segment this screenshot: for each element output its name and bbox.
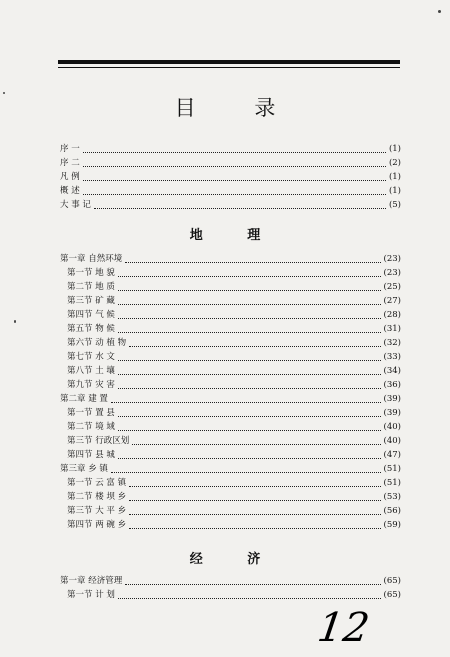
- toc-entry-page: (51): [383, 464, 401, 474]
- leader-dots: [125, 584, 380, 585]
- toc-entry-page: (39): [383, 408, 401, 418]
- toc-entry-label: 概 述: [60, 186, 80, 196]
- toc-entry-label: 序 一: [60, 144, 80, 154]
- toc-entry-label: 第二节 境 域: [67, 422, 115, 432]
- toc-entry-page: (56): [383, 506, 401, 516]
- toc-entry-label: 第六节 动 植 物: [67, 338, 127, 348]
- toc-entry-label: 第二章 建 置: [60, 394, 108, 404]
- handwritten-page-number: 12: [314, 605, 373, 651]
- leader-dots: [94, 208, 386, 209]
- toc-entry-page: (1): [388, 186, 401, 196]
- leader-dots: [118, 304, 381, 305]
- toc-entry-label: 第一节 云 富 镇: [67, 478, 127, 488]
- toc-section[interactable]: [60, 518, 401, 531]
- toc-entry-label: 第一节 地 貌: [67, 268, 115, 278]
- toc-section[interactable]: [60, 336, 401, 349]
- leader-dots: [125, 262, 380, 263]
- toc-entry[interactable]: [60, 184, 401, 197]
- toc-entry-label: 第七节 水 文: [67, 352, 115, 362]
- toc-entry-page: (28): [383, 310, 401, 320]
- toc-entry-page: (23): [383, 254, 401, 264]
- header-rule-thick: [58, 60, 400, 64]
- toc-entry-label: 第二节 地 质: [67, 282, 115, 292]
- toc-section[interactable]: [60, 350, 401, 363]
- toc-entry-page: (1): [388, 144, 401, 154]
- toc-entry-label: 第三节 行政区划: [67, 436, 130, 446]
- toc-section[interactable]: [60, 294, 401, 307]
- toc-entry-page: (33): [383, 352, 401, 362]
- leader-dots: [111, 472, 381, 473]
- toc-entry[interactable]: [60, 142, 401, 155]
- scan-speck: [14, 320, 16, 323]
- toc-entry-label: 第一节 计 划: [67, 590, 115, 600]
- toc-chapter[interactable]: [60, 462, 401, 475]
- toc-section[interactable]: [60, 308, 401, 321]
- leader-dots: [118, 332, 381, 333]
- toc-entry-label: 第三节 矿 藏: [67, 296, 115, 306]
- toc-entry-label: 第九节 灾 害: [67, 380, 115, 390]
- toc-section[interactable]: [60, 364, 401, 377]
- leader-dots: [83, 152, 386, 153]
- toc-chapter[interactable]: [60, 252, 401, 265]
- leader-dots: [118, 360, 381, 361]
- toc-entry-page: (47): [383, 450, 401, 460]
- toc-entry-page: (25): [383, 282, 401, 292]
- toc-entry-page: (51): [383, 478, 401, 488]
- leader-dots: [118, 416, 381, 417]
- toc-entry-page: (34): [383, 366, 401, 376]
- section-heading-geography: 地 理: [189, 228, 281, 243]
- header-rule-thin: [58, 67, 400, 68]
- leader-dots: [118, 374, 381, 375]
- toc-section[interactable]: [60, 588, 401, 601]
- leader-dots: [83, 166, 386, 167]
- section-heading-economy: 经 济: [189, 552, 281, 567]
- toc-entry-label: 第四节 县 城: [67, 450, 115, 460]
- toc-entry[interactable]: [60, 198, 401, 211]
- leader-dots: [118, 430, 381, 431]
- toc-section[interactable]: [60, 378, 401, 391]
- toc-entry-page: (2): [388, 158, 401, 168]
- toc-chapter[interactable]: [60, 574, 401, 587]
- toc-entry[interactable]: [60, 170, 401, 183]
- toc-entry-label: 第一节 置 县: [67, 408, 115, 418]
- toc-chapter[interactable]: [60, 392, 401, 405]
- leader-dots: [132, 444, 380, 445]
- toc-entry-page: (65): [383, 590, 401, 600]
- toc-entry-page: (32): [383, 338, 401, 348]
- leader-dots: [83, 194, 386, 195]
- toc-entry-page: (5): [388, 200, 401, 210]
- toc-entry-page: (53): [383, 492, 401, 502]
- toc-section[interactable]: [60, 420, 401, 433]
- scan-speck: [3, 92, 5, 94]
- toc-section[interactable]: [60, 266, 401, 279]
- toc-entry-label: 大 事 记: [60, 200, 91, 210]
- toc-entry-label: 第二节 楼 坝 乡: [67, 492, 127, 502]
- leader-dots: [129, 514, 380, 515]
- toc-entry-page: (31): [383, 324, 401, 334]
- toc-section[interactable]: [60, 490, 401, 503]
- toc-entry-label: 第三节 大 平 乡: [67, 506, 127, 516]
- toc-entry-page: (27): [383, 296, 401, 306]
- leader-dots: [118, 388, 381, 389]
- toc-entry-label: 序 二: [60, 158, 80, 168]
- leader-dots: [118, 458, 381, 459]
- leader-dots: [129, 486, 380, 487]
- leader-dots: [118, 290, 381, 291]
- toc-section[interactable]: [60, 448, 401, 461]
- toc-entry-label: 第三章 乡 镇: [60, 464, 108, 474]
- toc-entry-page: (36): [383, 380, 401, 390]
- toc-entry-label: 第八节 土 壤: [67, 366, 115, 376]
- toc-section[interactable]: [60, 322, 401, 335]
- toc-entry-label: 第一章 自然环境: [60, 254, 123, 264]
- toc-section[interactable]: [60, 504, 401, 517]
- toc-entry-page: (40): [383, 436, 401, 446]
- toc-section[interactable]: [60, 280, 401, 293]
- toc-entry-page: (59): [383, 520, 401, 530]
- toc-entry-page: (1): [388, 172, 401, 182]
- toc-entry-page: (40): [383, 422, 401, 432]
- leader-dots: [118, 276, 381, 277]
- toc-entry-page: (39): [383, 394, 401, 404]
- leader-dots: [118, 318, 381, 319]
- leader-dots: [129, 528, 380, 529]
- toc-entry-label: 第五节 物 候: [67, 324, 115, 334]
- toc-entry-page: (23): [383, 268, 401, 278]
- scan-speck: [438, 10, 441, 13]
- leader-dots: [129, 500, 380, 501]
- leader-dots: [129, 346, 380, 347]
- leader-dots: [118, 598, 381, 599]
- toc-entry-label: 凡 例: [60, 172, 80, 182]
- toc-entry-label: 第一章 经济管理: [60, 576, 123, 586]
- leader-dots: [111, 402, 381, 403]
- page-title: 目 录: [174, 96, 302, 120]
- toc-section[interactable]: [60, 476, 401, 489]
- toc-entry[interactable]: [60, 156, 401, 169]
- toc-entry-label: 第四节 两 碗 乡: [67, 520, 127, 530]
- toc-entry-label: 第四节 气 候: [67, 310, 115, 320]
- toc-section[interactable]: [60, 406, 401, 419]
- toc-section[interactable]: [60, 434, 401, 447]
- leader-dots: [83, 180, 386, 181]
- toc-entry-page: (65): [383, 576, 401, 586]
